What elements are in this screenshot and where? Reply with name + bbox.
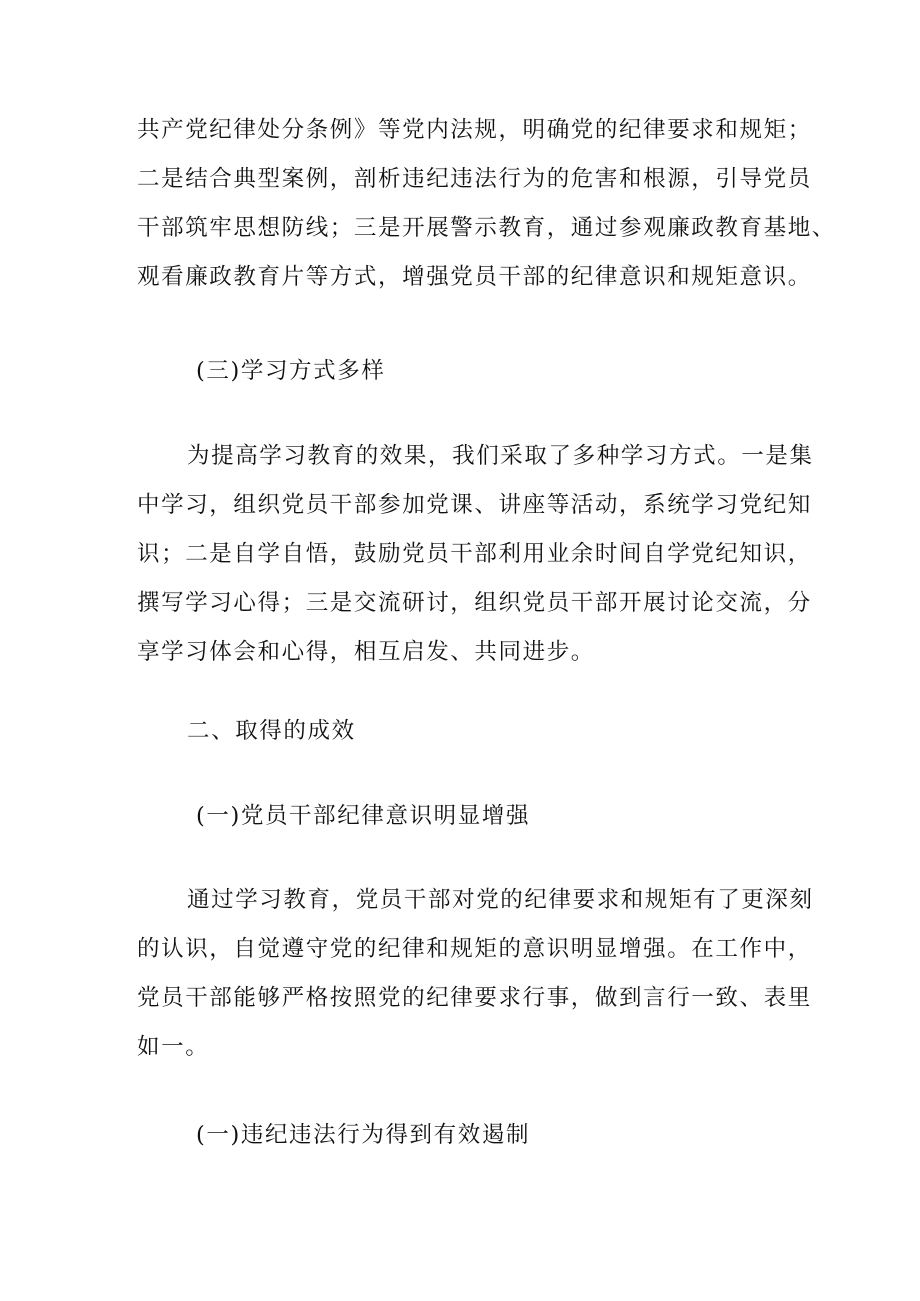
paragraph-2-line-4: 撰写学习心得；三是交流研讨，组织党员干部开展讨论交流，分 xyxy=(137,590,812,616)
paragraph-3-line-4: 如一。 xyxy=(137,1034,210,1060)
paragraph-1-line-1: 共产党纪律处分条例》等党内法规，明确党的纪律要求和规矩； xyxy=(137,117,812,143)
paragraph-1-line-3: 干部筑牢思想防线；三是开展警示教育，通过参观廉政教育基地、 xyxy=(137,215,836,241)
paragraph-2-line-5: 享学习体会和心得，相互启发、共同进步。 xyxy=(137,639,595,665)
heading-learning-methods: (三)学习方式多样 xyxy=(196,358,386,384)
paragraph-2-line-3: 识；二是自学自悟，鼓励党员干部利用业余时间自学党纪知识， xyxy=(137,541,812,567)
paragraph-2-line-1: 为提高学习教育的效果，我们采取了多种学习方式。一是集 xyxy=(187,443,814,469)
paragraph-3-line-1: 通过学习教育，党员干部对党的纪律要求和规矩有了更深刻 xyxy=(187,887,814,913)
paragraph-3-line-2: 的认识，自觉遵守党的纪律和规矩的意识明显增强。在工作中， xyxy=(137,936,812,962)
heading-discipline-awareness: (一)党员干部纪律意识明显增强 xyxy=(196,803,531,829)
section-2-title: 二、取得的成效 xyxy=(187,718,356,744)
paragraph-2-line-2: 中学习，组织党员干部参加党课、讲座等活动，系统学习党纪知 xyxy=(137,492,812,518)
paragraph-1-line-4: 观看廉政教育片等方式，增强党员干部的纪律意识和规矩意识。 xyxy=(137,264,812,290)
heading-violations-curbed: (一)违纪违法行为得到有效遏制 xyxy=(196,1122,531,1148)
paragraph-1-line-2: 二是结合典型案例，剖析违纪违法行为的危害和根源，引导党员 xyxy=(137,166,812,192)
paragraph-3-line-3: 党员干部能够严格按照党的纪律要求行事，做到言行一致、表里 xyxy=(137,985,812,1011)
